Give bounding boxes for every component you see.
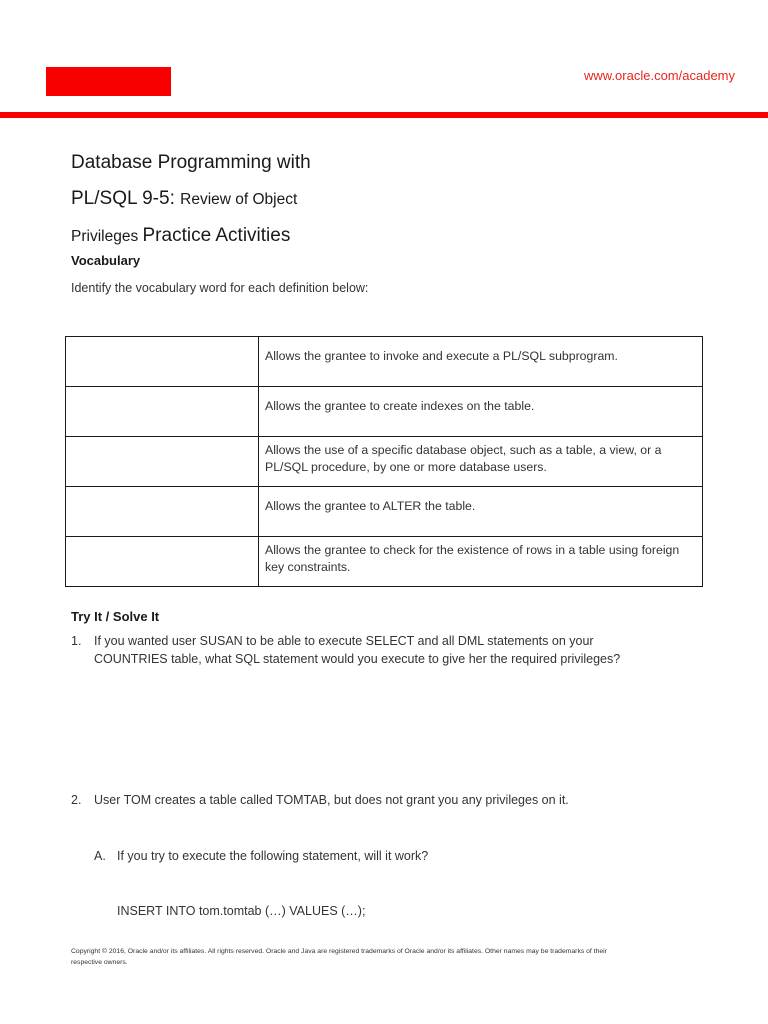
term-cell[interactable] (66, 437, 259, 487)
title-line-3-small: Privileges (71, 228, 143, 245)
question-2a-text: If you try to execute the following statement, will it work? (117, 849, 429, 863)
question-1-line-1: If you wanted user SUSAN to be able to execute SELECT and all DML statements on your (94, 634, 594, 648)
table-row (66, 437, 703, 487)
definition-cell: Allows the use of a specific database object, such as a table, a view, or a PL/SQL procedure, by one or more database users. (259, 437, 703, 487)
oracle-logo (46, 67, 171, 96)
definition-cell: Allows the grantee to create indexes on the table. (259, 387, 703, 437)
question-2-number: 2. (71, 793, 82, 807)
title-line-2-main: PL/SQL 9-5: (71, 188, 181, 209)
table-row (66, 337, 703, 387)
academy-link[interactable]: www.oracle.com/academy (584, 68, 735, 83)
title-line-3 (71, 218, 671, 255)
try-it-heading: Try It / Solve It (71, 609, 160, 624)
question-1-number: 1. (71, 634, 82, 648)
question-2a (94, 847, 707, 865)
footer-line-1: Copyright © 2016, Oracle and/or its affiliates. All rights reserved. Oracle and Java are registered trademarks of Oracle and/or its affiliates. Other names may be trademarks of their (71, 948, 607, 955)
vocabulary-table (65, 336, 703, 587)
question-2-text: User TOM creates a table called TOMTAB, but does not grant you any privileges on it. (94, 793, 569, 807)
vocabulary-instruction: Identify the vocabulary word for each definition below: (71, 281, 369, 295)
definition-cell: Allows the grantee to check for the existence of rows in a table using foreign key constraints. (259, 537, 703, 587)
title-line-2 (71, 181, 671, 218)
term-cell[interactable] (66, 387, 259, 437)
title-line-2-small: Review of Object (180, 191, 298, 208)
question-1-line-2: COUNTRIES table, what SQL statement would you execute to give her the required privileges? (94, 652, 621, 666)
term-cell[interactable] (66, 537, 259, 587)
term-cell[interactable] (66, 487, 259, 537)
page-title (71, 145, 671, 255)
table-row (66, 537, 703, 587)
title-line-3-main: Practice Activities (142, 225, 291, 246)
table-row (66, 487, 703, 537)
title-line-1: Database Programming with (71, 152, 311, 173)
question-1 (71, 632, 714, 668)
question-2a-number: A. (94, 849, 106, 863)
table-row (66, 387, 703, 437)
vocabulary-heading: Vocabulary (71, 253, 141, 268)
question-2 (71, 791, 714, 809)
definition-cell: Allows the grantee to invoke and execute a PL/SQL subprogram. (259, 337, 703, 387)
footer-line-2: respective owners. (71, 959, 128, 966)
question-2a-code: INSERT INTO tom.tomtab (…) VALUES (…); (117, 904, 366, 918)
copyright-footer (71, 946, 686, 968)
header-divider (0, 112, 768, 118)
term-cell[interactable] (66, 337, 259, 387)
definition-cell: Allows the grantee to ALTER the table. (259, 487, 703, 537)
